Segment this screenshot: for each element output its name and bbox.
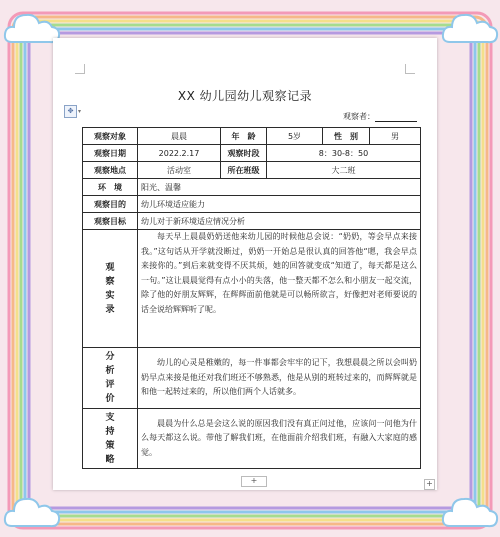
period-label: 观察时段 bbox=[221, 145, 267, 162]
date-value[interactable]: 2022.2.17 bbox=[138, 145, 221, 162]
cloud-icon bbox=[2, 490, 62, 536]
object-value[interactable]: 晨晨 bbox=[138, 128, 221, 145]
table-row bbox=[83, 128, 421, 145]
observation-table bbox=[82, 127, 421, 469]
strategy-text[interactable]: 晨晨为什么总是会这么说的原因我们没有真正问过他，应该问一问他为什么每天都这么说。带他了解我们班，在他面前介绍我们班，有融入大家庭的感觉。 bbox=[138, 409, 421, 469]
table-row bbox=[83, 179, 421, 196]
page-corner-mark bbox=[405, 64, 415, 74]
table-row bbox=[83, 409, 421, 469]
strategy-label-text: 支持策略 bbox=[105, 412, 115, 465]
chevron-down-icon[interactable]: ▾ bbox=[78, 108, 82, 115]
record-text[interactable]: 每天早上晨晨奶奶送他来幼儿园的时候他总会说：“奶奶，等会早点来接我。”这句话从开学就没断过，奶奶一开始总是很认真的回答他“嗯，我会早点来接你的。”到后来就变得不厌其烦，她的回答就变成“知道了，每天都是这么一句。”这让晨晨觉得有点小小的失落，他一整天都不怎么和小朋友一起交流，除了他的好朋友辉辉，在辉辉面前他就是可以畅所欲言，好像把对老师要说的话全说给辉辉听了呢。 bbox=[138, 230, 421, 348]
table-move-handle-icon[interactable]: ✥ bbox=[64, 105, 77, 118]
age-label: 年 龄 bbox=[221, 128, 267, 145]
purpose-label: 观察目的 bbox=[83, 196, 138, 213]
cloud-icon bbox=[440, 490, 500, 536]
purpose-value[interactable]: 幼儿环境适应能力 bbox=[138, 196, 421, 213]
analysis-label bbox=[83, 348, 138, 409]
object-label: 观察对象 bbox=[83, 128, 138, 145]
page-corner-mark bbox=[75, 64, 85, 74]
record-label-text: 观察实录 bbox=[105, 262, 115, 315]
table-row bbox=[83, 348, 421, 409]
strategy-label bbox=[83, 409, 138, 469]
period-value[interactable]: 8：30-8：50 bbox=[267, 145, 421, 162]
gender-value[interactable]: 男 bbox=[370, 128, 421, 145]
age-value[interactable]: 5岁 bbox=[267, 128, 323, 145]
env-value[interactable]: 阳光、温馨 bbox=[138, 179, 421, 196]
document-title: XX 幼儿园幼儿观察记录 bbox=[177, 89, 313, 103]
table-row bbox=[83, 213, 421, 230]
gender-label: 性 别 bbox=[323, 128, 370, 145]
cloud-icon bbox=[440, 6, 500, 52]
analysis-label-text: 分析评价 bbox=[105, 352, 115, 404]
document-page bbox=[53, 38, 437, 490]
record-label bbox=[83, 230, 138, 348]
class-value[interactable]: 大二班 bbox=[267, 162, 421, 179]
table-row bbox=[83, 196, 421, 213]
date-label: 观察日期 bbox=[83, 145, 138, 162]
add-row-button[interactable]: + bbox=[241, 476, 267, 487]
target-value[interactable]: 幼儿对于新环境适应情况分析 bbox=[138, 213, 421, 230]
add-column-button[interactable]: + bbox=[424, 479, 435, 490]
env-label: 环 境 bbox=[83, 179, 138, 196]
table-row bbox=[83, 162, 421, 179]
observer-label: 观察者： bbox=[343, 112, 375, 121]
class-label: 所在班级 bbox=[221, 162, 267, 179]
analysis-text[interactable]: 幼儿的心灵是稚嫩的，每一件事都会牢牢的记下，我想晨晨之所以会叫奶奶早点来接是他还对我们班还不够熟悉，他是从别的班转过来的，而辉辉就是和他一起转过来的，所以他们两个人话就多。 bbox=[138, 348, 421, 409]
place-label: 观察地点 bbox=[83, 162, 138, 179]
target-label: 观察目标 bbox=[83, 213, 138, 230]
table-row bbox=[83, 230, 421, 348]
place-value[interactable]: 活动室 bbox=[138, 162, 221, 179]
observer-blank[interactable] bbox=[375, 113, 417, 122]
observer-field bbox=[343, 111, 417, 122]
table-row bbox=[83, 145, 421, 162]
